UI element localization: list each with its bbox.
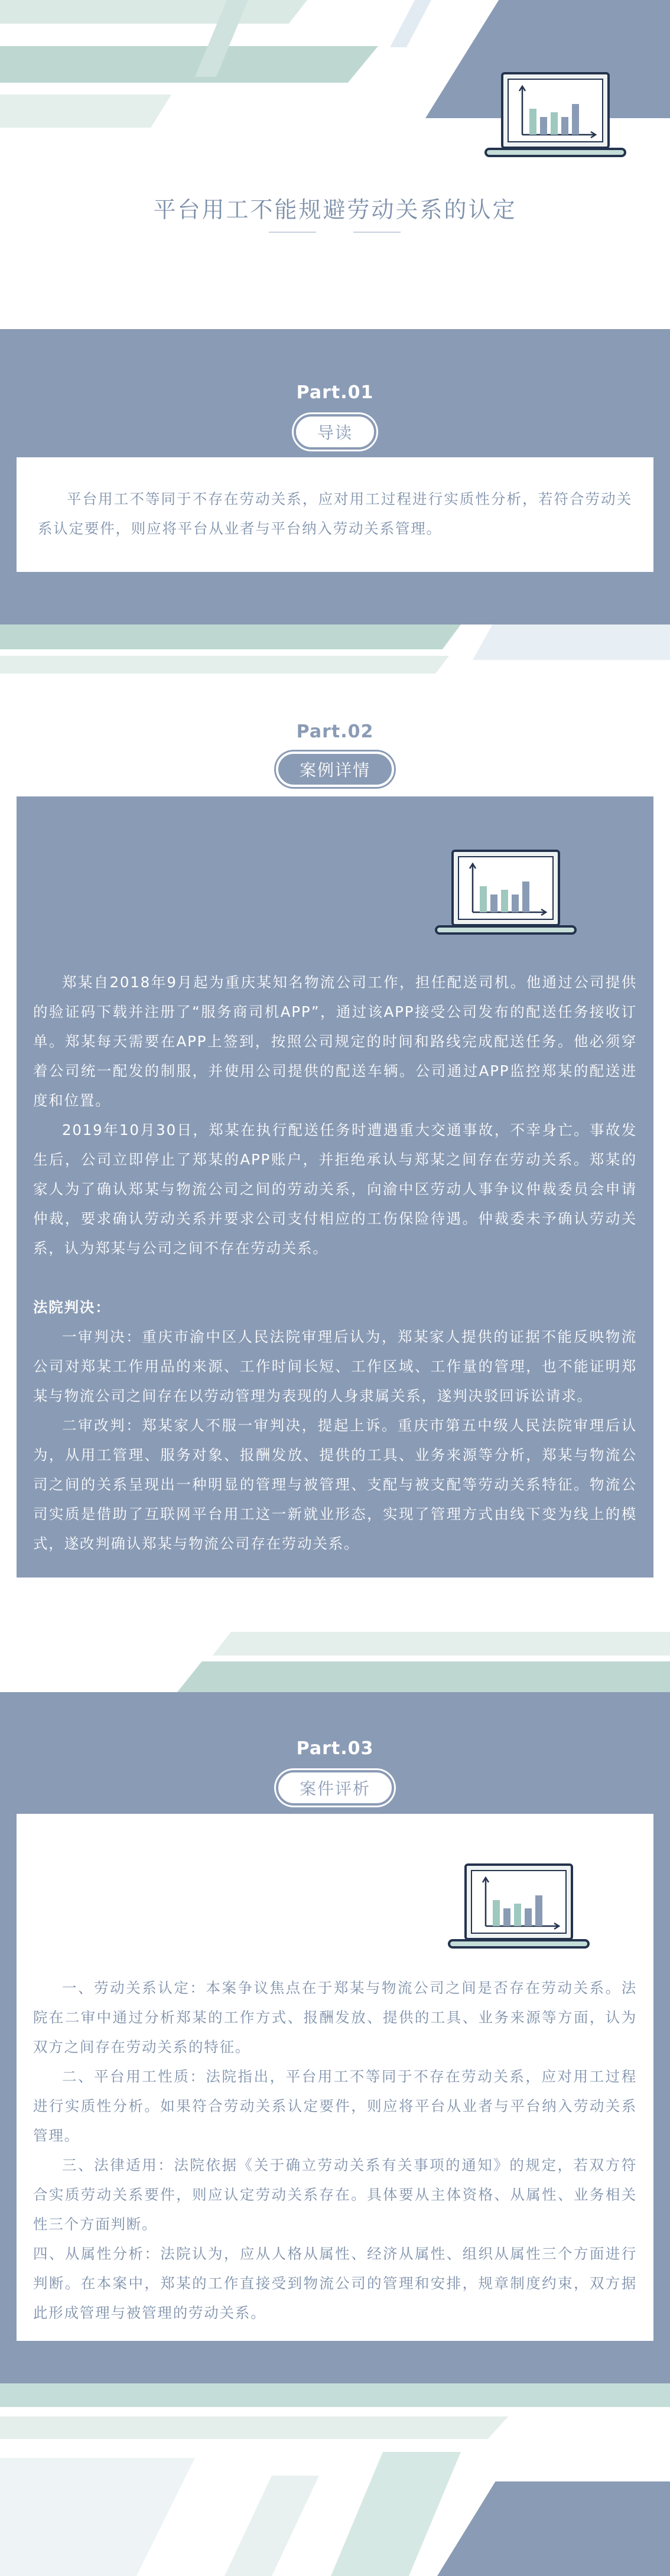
section-1-part xyxy=(0,382,670,403)
analysis-paragraph: 一、劳动关系认定：本案争议焦点在于郑某与物流公司之间是否存在劳动关系。法院在二审中通过分析郑某的工作方式、报酬发放、提供的工具、业务来源等方面，认为双方之间存在劳动关系的特征。 xyxy=(33,1979,637,2055)
laptop-chart-icon xyxy=(435,847,577,942)
section-1-card xyxy=(17,457,653,572)
section-3-card xyxy=(17,1814,653,2341)
part-label: Part.03 xyxy=(296,1738,374,1759)
mint-stripe xyxy=(177,1661,670,1692)
light-block-left xyxy=(0,2458,195,2576)
page-title: 平台用工不能规避劳动关系的认定 xyxy=(153,197,517,223)
light-stripe xyxy=(0,656,449,674)
section-2-part xyxy=(0,721,670,742)
part-label: Part.01 xyxy=(296,382,374,403)
light-stripe xyxy=(213,1632,670,1655)
verdict-paragraph: 一审判决：重庆市渝中区人民法院审理后认为，郑某家人提供的证据不能反映物流公司对郑某工作用品的来源、工作时间长短、工作区域、工作量的管理，也不能证明郑某与物流公司之间存在以劳动管理为表现的人身隶属关系，遂判决驳回诉讼请求。 xyxy=(33,1328,637,1404)
analysis-paragraph: 三、法律适用：法院依据《关于确立劳动关系有关事项的通知》的规定，若双方符合实质劳动关系要件，则应认定劳动关系存在。具体要从主体资格、从属性、业务相关性三个方面判断。 xyxy=(33,2157,637,2233)
light-stripe xyxy=(0,2416,508,2439)
mint-stripe xyxy=(0,2383,670,2407)
case-paragraph: 郑某自2018年9月起为重庆某知名物流公司工作，担任配送司机。他通过公司提供的验证码下载并注册了“服务商司机APP”，通过该APP接受公司发布的配送任务接收订单。郑某每天需要在APP上签到，按照公司规定的时间和路线完成配送任务。他必须穿着公司统一配发的制服，并使用公司提供的配送车辆。公司通过APP监控郑某的配送进度和位置。 xyxy=(33,974,637,1109)
light-stripe xyxy=(0,95,171,128)
light-block-right xyxy=(473,625,670,660)
analysis-text xyxy=(33,1973,637,2328)
tag-pill: 导读 xyxy=(294,414,376,450)
case-text xyxy=(33,968,637,1559)
light-slash xyxy=(225,2476,319,2576)
intro-paragraph: 平台用工不等同于不存在劳动关系，应对用工过程进行实质性分析，若符合劳动关系认定要件，则应将平台从业者与平台纳入劳动关系管理。 xyxy=(38,490,632,537)
title-underline-left xyxy=(269,232,316,233)
tag-pill: 案例详情 xyxy=(276,752,394,787)
verdict-paragraph: 二审改判：郑某家人不服一审判决，提起上诉。重庆市第五中级人民法院审理后认为，从用工管理、服务对象、报酬发放、提供的工具、业务来源等分析，郑某与物流公司之间的关系呈现出一种明显的管理与被管理、支配与被支配等劳动关系特征。物流公司实质是借助了互联网平台用工这一新就业形态，实现了管理方式由线下变为线上的模式，遂改判确认郑某与物流公司存在劳动关系。 xyxy=(33,1417,637,1552)
laptop-chart-icon xyxy=(484,70,626,164)
section-3-tag xyxy=(0,1770,670,1806)
analysis-paragraph: 二、平台用工性质：法院指出，平台用工不等同于不存在劳动关系，应对用工过程进行实质性分析。如果符合劳动关系认定要件，则应将平台从业者与平台纳入劳动关系管理。 xyxy=(33,2068,637,2144)
light-slash-right xyxy=(390,0,431,47)
title-underline-right xyxy=(353,232,401,233)
section-2-tag xyxy=(0,752,670,787)
tag-pill: 案件评析 xyxy=(276,1770,394,1806)
mint-slash xyxy=(331,2452,461,2576)
laptop-chart-icon xyxy=(448,1861,590,1956)
mint-stripe xyxy=(0,625,461,649)
verdict-heading: 法院判决： xyxy=(33,1299,111,1316)
mint-stripe xyxy=(0,46,378,83)
blue-corner xyxy=(437,2481,670,2576)
case-paragraph: 2019年10月30日，郑某在执行配送任务时遭遇重大交通事故，不幸身亡。事故发生后，公司立即停止了郑某的APP账户，并拒绝承认与郑某之间存在劳动关系。郑某的家人为了确认郑某与物流公司之间的劳动关系，向渝中区劳动人事争议仲裁委员会申请仲裁，要求确认劳动关系并要求公司支付相应的工伤保险待遇。仲裁委未予确认劳动关系，认为郑某与公司之间不存在劳动关系。 xyxy=(33,1121,637,1257)
mint-stripe-top xyxy=(0,0,307,24)
part-label: Part.02 xyxy=(296,721,374,742)
section-1-tag xyxy=(0,414,670,450)
section-3-part xyxy=(0,1738,670,1759)
section-2-card xyxy=(17,796,653,1578)
analysis-paragraph: 四、从属性分析：法院认为，应从人格从属性、经济从属性、组织从属性三个方面进行判断。在本案中，郑某的工作直接受到物流公司的管理和安排，规章制度约束，双方据此形成管理与被管理的劳动关系。 xyxy=(33,2245,637,2321)
